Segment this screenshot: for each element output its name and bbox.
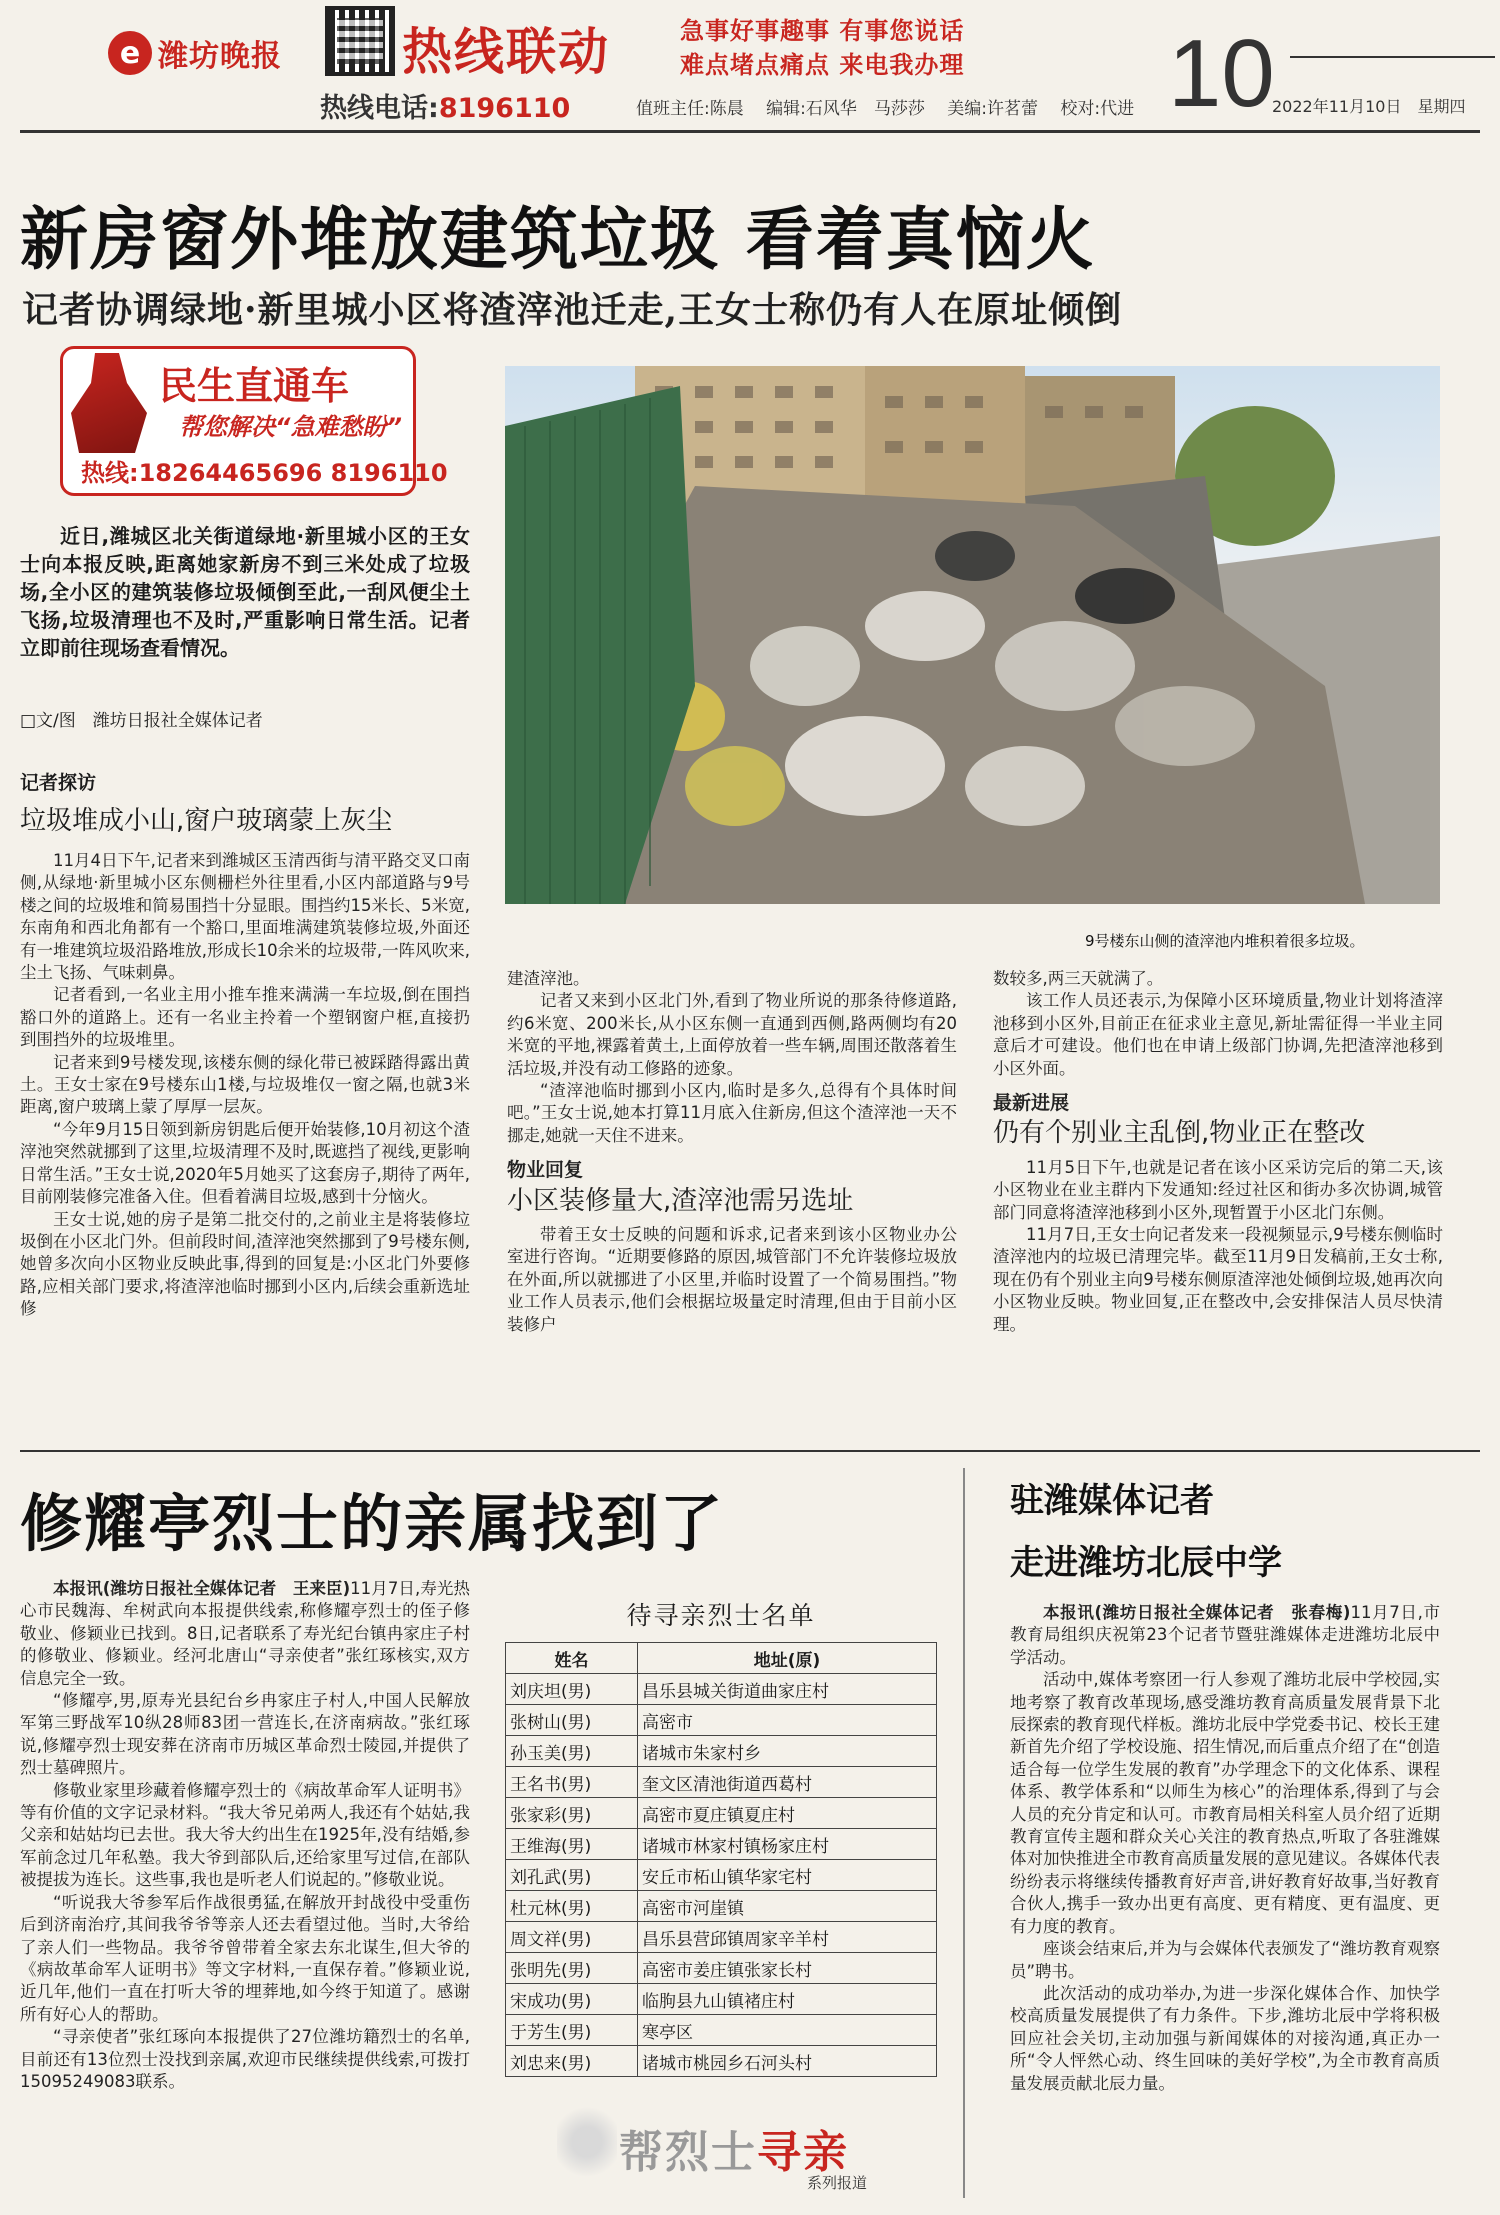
paragraph: “修耀亭,男,原寿光县纪台乡冉家庄子村人,中国人民解放军第三野战军10纵28师83团一营连长,在济南病故。”张红琢说,修耀亭烈士现安葬在济南市历城区革命烈士陵园,并提供了烈士墓碑照片。: [20, 1691, 470, 1778]
paragraph: 建渣滓池。: [507, 969, 590, 988]
issue-date: 2022年11月10日 星期四: [1272, 97, 1466, 116]
paragraph: “渣滓池临时挪到小区内,临时是多久,总得有个具体时间吧。”王女士说,她本打算11月底入住新房,但这个渣滓池一天不挪走,她就一天住不进来。: [507, 1081, 957, 1145]
martyr-address: 高密市夏庄镇夏庄村: [638, 1798, 937, 1829]
badge-subtitle: 帮您解决“急难愁盼”: [179, 413, 402, 441]
story1-column-1: [20, 850, 470, 1321]
table-row: [506, 1798, 937, 1829]
section-label-property: 物业回复: [507, 1159, 584, 1182]
badge-title: 民生直通车: [159, 364, 350, 408]
table-row: [506, 1705, 937, 1736]
reporter-credit: (潍坊日报社全媒体记者 张春梅): [1094, 1603, 1351, 1622]
headline-3-line-1: 驻潍媒体记者: [1010, 1481, 1214, 1521]
martyr-name: 张明先(男): [506, 1953, 638, 1984]
paragraph: 王女士说,她的房子是第二批交付的,之前业主是将装修垃圾倒在小区北门外。但前段时间,渣滓池突然挪到了9号楼东侧,她曾多次向小区物业反映此事,得到的回复是:小区北门外要修路,应相关部门要求,将渣滓池临时挪到小区内,后续会重新选址修: [20, 1209, 470, 1319]
martyr-address: 高密市姜庄镇张家长村: [638, 1953, 937, 1984]
divider: [1290, 56, 1495, 58]
martyr-address: 诸城市林家村镇杨家庄村: [638, 1829, 937, 1860]
masthead-rule: [20, 130, 1480, 133]
subhead-1: 记者协调绿地·新里城小区将渣滓池迁走,王女士称仍有人在原址倾倒: [22, 289, 1123, 331]
paragraph: 该工作人员还表示,为保障小区环境质量,物业计划将渣滓池移到小区外,目前正在征求业主意见,新址需征得一半业主同意后才可建设。他们也在申请上级部门协调,先把渣滓池移到小区外面。: [993, 991, 1443, 1078]
paragraph: 记者来到9号楼发现,该楼东侧的绿化带已被踩踏得露出黄土。王女士家在9号楼东山1楼,与垃圾堆仅一窗之隔,也就3米距离,窗户玻璃上蒙了厚厚一层灰。: [20, 1052, 470, 1117]
martyr-name: 周文祥(男): [506, 1922, 638, 1953]
paragraph: “今年9月15日领到新房钥匙后便开始装修,10月初这个渣滓池突然就挪到了这里,垃圾清理不及时,既遮挡了视线,更影响日常生活。”王女士说,2020年5月她买了这套房子,期待了两年,目前刚装修完准备入住。但看着满目垃圾,感到十分恼火。: [20, 1119, 470, 1207]
dateline-lead: 本报讯: [1043, 1603, 1095, 1622]
table-row: [506, 1860, 937, 1891]
martyr-table-title: 待寻亲烈士名单: [626, 1601, 816, 1630]
table-row: [506, 1891, 937, 1922]
staff-credits: 值班主任:陈晨 编辑:石风华 马莎莎 美编:许茗蕾 校对:代进: [636, 99, 1135, 119]
table-row: [506, 1674, 937, 1705]
table-row: [506, 1922, 937, 1953]
paragraph: 记者看到,一名业主用小推车推来满满一车垃圾,倒在围挡豁口外的道路上。还有一名业主拎着一个塑钢窗户框,直接扔到围挡外的垃圾堆里。: [20, 985, 470, 1050]
section-label-visit: 记者探访: [20, 772, 97, 794]
section-title: 热线联动: [402, 23, 610, 81]
table-row: [506, 1829, 937, 1860]
series-seal: [557, 2094, 897, 2194]
hotline: [320, 86, 570, 125]
paragraph: 11月5日下午,也就是记者在该小区采访完后的第二天,该小区物业在业主群内下发通知:经过社区和街办多次协调,城管部门同意将渣滓池移到小区外,现暂置于小区北门东侧。: [993, 1157, 1443, 1222]
byline: □文/图 潍坊日报社全媒体记者: [20, 711, 263, 731]
section-title-visit: 垃圾堆成小山,窗户玻璃蒙上灰尘: [20, 806, 393, 836]
table-row: [506, 1767, 937, 1798]
martyr-name: 刘忠来(男): [506, 2046, 638, 2077]
paragraph: 数较多,两三天就满了。: [993, 969, 1164, 988]
martyr-name: 王名书(男): [506, 1767, 638, 1798]
hotline-number: 8196110: [438, 93, 571, 124]
martyr-table-body: [506, 1674, 937, 2077]
martyr-name: 于芳生(男): [506, 2015, 638, 2046]
reporter-credit: (潍坊日报社全媒体记者 王来臣): [102, 1579, 351, 1598]
martyr-address: 昌乐县营邱镇周家辛羊村: [638, 1922, 937, 1953]
paragraph: 带着王女士反映的问题和诉求,记者来到该小区物业办公室进行咨询。“近期要修路的原因,城管部门不允许装修垃圾放在外面,所以就挪进了小区里,并临时设置了一个简易围挡。”物业工作人员表示,他们会根据垃圾量定时清理,但由于目前小区装修户: [507, 1225, 957, 1334]
headline-3-line-2: 走进潍坊北辰中学: [1010, 1543, 1282, 1583]
seal-title-part1: 帮烈士: [619, 2127, 757, 2178]
martyr-table: [505, 1642, 937, 2077]
martyr-address: 高密市河崖镇: [638, 1891, 937, 1922]
section-title-progress: 仍有个别业主乱倒,物业正在整改: [993, 1118, 1366, 1149]
paragraph: “寻亲使者”张红琢向本报提供了27位潍坊籍烈士的名单,目前还有13位烈士没找到亲属,欢迎市民继续提供线索,可拨打15095249083联系。: [20, 2027, 470, 2091]
paper-name: 潍坊晚报: [158, 39, 282, 74]
reporter-figure-icon: [71, 353, 151, 453]
story1-column-3: [993, 968, 1443, 1336]
section-label-progress: 最新进展: [993, 1092, 1070, 1115]
section-title-property: 小区装修量大,渣滓池需另选址: [507, 1185, 854, 1216]
slogan-line-2: 难点堵点痛点 来电我办理: [680, 51, 965, 79]
table-row: [506, 2046, 937, 2077]
hotline-label: 热线电话:: [320, 93, 439, 124]
story3-column: [1010, 1602, 1440, 2095]
paragraph-text: 11月7日,寿光热心市民魏海、牟树武向本报提供线索,称修耀亭烈士的侄子修敬业、修颖业已找到。8日,记者联系了寿光纪台镇冉家庄子村的修敬业、修颖业。经河北唐山“寻亲使者”张红琢核实,双方信息完全一致。: [20, 1579, 470, 1688]
martyr-name: 张树山(男): [506, 1705, 638, 1736]
paragraph: [1010, 1602, 1440, 1669]
seal-series-label: 系列报道: [807, 2174, 868, 2192]
headline-1: 新房窗外堆放建筑垃圾 看着真恼火: [20, 201, 1096, 280]
martyr-address: 奎文区清池街道西葛村: [638, 1767, 937, 1798]
table-row: [506, 1953, 937, 1984]
column-header: 姓名: [506, 1643, 638, 1674]
livelihood-badge: [60, 346, 448, 496]
seal-title: [619, 2116, 849, 2180]
martyr-name: 刘孔武(男): [506, 1860, 638, 1891]
paragraph-text: 11月7日,市教育局组织庆祝第23个记者节暨驻潍媒体走进潍坊北辰中学活动。: [1010, 1603, 1440, 1667]
photo-illustration: [505, 366, 1440, 904]
martyr-name: 孙玉美(男): [506, 1736, 638, 1767]
story-divider: [20, 1450, 1480, 1452]
martyr-name: 宋成功(男): [506, 1984, 638, 2015]
logo-swirl-icon: e: [108, 31, 152, 75]
table-header-row: [506, 1643, 937, 1674]
martyr-name: 杜元林(男): [506, 1891, 638, 1922]
table-row: [506, 2015, 937, 2046]
column-divider: [963, 1468, 965, 2198]
paragraph: 11月7日,王女士向记者发来一段视频显示,9号楼东侧临时渣滓池内的垃圾已清理完毕。截至11月9日发稿前,王女士称,现在仍有个别业主向9号楼东侧原渣滓池处倾倒垃圾,她再次向小区物业反映。物业回复,正在整改中,会安排保洁人员尽快清理。: [993, 1225, 1443, 1334]
martyr-name: 张家彩(男): [506, 1798, 638, 1829]
martyr-address: 高密市: [638, 1705, 937, 1736]
martyr-address: 昌乐县城关街道曲家庄村: [638, 1674, 937, 1705]
slogan: [680, 14, 964, 82]
garbage-photo: [505, 366, 1440, 904]
table-row: [506, 1984, 937, 2015]
lead-paragraph: 近日,潍城区北关街道绿地·新里城小区的王女士向本报反映,距离她家新房不到三米处成了垃圾场,全小区的建筑装修垃圾倾倒至此,一刮风便尘土飞扬,垃圾清理也不及时,严重影响日常生活。记者立即前往现场查看情况。: [20, 524, 470, 660]
paragraph: 活动中,媒体考察团一行人参观了潍坊北辰中学校园,实地考察了教育改革现场,感受潍坊教育高质量发展背景下北辰探索的教育现代样板。潍坊北辰中学党委书记、校长王建新首先介绍了学校设施、招生情况,而后重点介绍了在“创造适合每一位学生发展的教育”办学理念下的文化体系、课程体系、教学体系和“以师生为核心”的治理体系,得到了与会人员的充分肯定和认可。市教育局相关科室人员介绍了近期教育宣传主题和群众关心关注的教育热点,听取了各驻潍媒体对加快推进全市教育高质量发展的意见建议。各媒体代表纷纷表示将继续传播教育好声音,讲好教育好故事,当好教育合伙人,携手一致办出更有高度、更有精度、更有温度、更有力度的教育。: [1010, 1670, 1440, 1936]
headline-3: [1010, 1470, 1282, 1594]
column-header: 地址(原): [638, 1643, 937, 1674]
martyr-address: 诸城市桃园乡石河头村: [638, 2046, 937, 2077]
photo-caption: 9号楼东山侧的渣滓池内堆积着很多垃圾。: [1085, 932, 1365, 950]
martyr-address: 安丘市柘山镇华家宅村: [638, 1860, 937, 1891]
martyr-address: 临朐县九山镇褚庄村: [638, 1984, 937, 2015]
headline-2: 修耀亭烈士的亲属找到了: [20, 1487, 725, 1560]
paper-logo: [108, 28, 318, 78]
paragraph: 此次活动的成功举办,为进一步深化媒体合作、加快学校高质量发展提供了有力条件。下步,潍坊北辰中学将积极回应社会关切,主动加强与新闻媒体的对接沟通,真正办一所“令人怦然心动、终生回味的美好学校”,为全市教育高质量发展贡献北辰力量。: [1010, 1983, 1440, 2093]
dateline-lead: 本报讯: [53, 1579, 103, 1598]
martyr-address: 诸城市朱家村乡: [638, 1736, 937, 1767]
paragraph: 修敬业家里珍藏着修耀亭烈士的《病故革命军人证明书》等有价值的文字记录材料。“我大爷兄弟两人,我还有个姑姑,我父亲和姑姑均已去世。我大爷大约出生在1925年,没有结婚,参军前念过几年私塾。我大爷到部队后,还给家里写过信,在部队被提拔为连长。这些事,我也是听老人们说起的。”修敬业说。: [20, 1780, 470, 1890]
paragraph: 座谈会结束后,并为与会媒体代表颁发了“潍坊教育观察员”聘书。: [1010, 1939, 1440, 1981]
page-number: 10: [1168, 20, 1275, 127]
qr-code-icon: [325, 6, 395, 76]
paragraph: 记者又来到小区北门外,看到了物业所说的那条待修道路,约6米宽、200米长,从小区东侧一直通到西侧,路两侧均有20米宽的平地,裸露着黄土,上面停放着一些车辆,周围还散落着生活垃圾,并没有动工修路的迹象。: [507, 991, 957, 1078]
martyr-name: 王维海(男): [506, 1829, 638, 1860]
paragraph: [20, 1578, 470, 1690]
paragraph: “听说我大爷参军后作战很勇猛,在解放开封战役中受重伤后到济南治疗,其间我爷爷等亲人还去看望过他。当时,大爷给了亲人们一些物品。我爷爷曾带着全家去东北谋生,但大爷的《病故革命军人证明书》等文字材料,一直保存着。”修颖业说,近几年,他们一直在打听大爷的埋葬地,如今终于知道了。感谢所有好心人的帮助。: [20, 1892, 470, 2024]
paragraph: 11月4日下午,记者来到潍城区玉清西街与清平路交叉口南侧,从绿地·新里城小区东侧栅栏外往里看,小区内部道路与9号楼之间的垃圾堆和简易围挡十分显眼。围挡约15米长、5米宽,东南角和西北角都有一个豁口,里面堆满建筑装修垃圾,外面还有一堆建筑垃圾沿路堆放,形成长10余米的垃圾带,一阵风吹来,尘土飞扬、气味刺鼻。: [20, 851, 470, 983]
story2-column: [20, 1578, 470, 2093]
slogan-line-1: 急事好事趣事 有事您说话: [680, 17, 965, 45]
martyr-name: 刘庆坦(男): [506, 1674, 638, 1705]
burst-icon: [557, 2102, 617, 2182]
seal-title-part2: 寻亲: [757, 2127, 849, 2178]
story1-column-2: [507, 968, 957, 1336]
martyr-address: 寒亭区: [638, 2015, 937, 2046]
badge-phone: 热线:18264465696 8196110: [81, 459, 448, 487]
table-row: [506, 1736, 937, 1767]
